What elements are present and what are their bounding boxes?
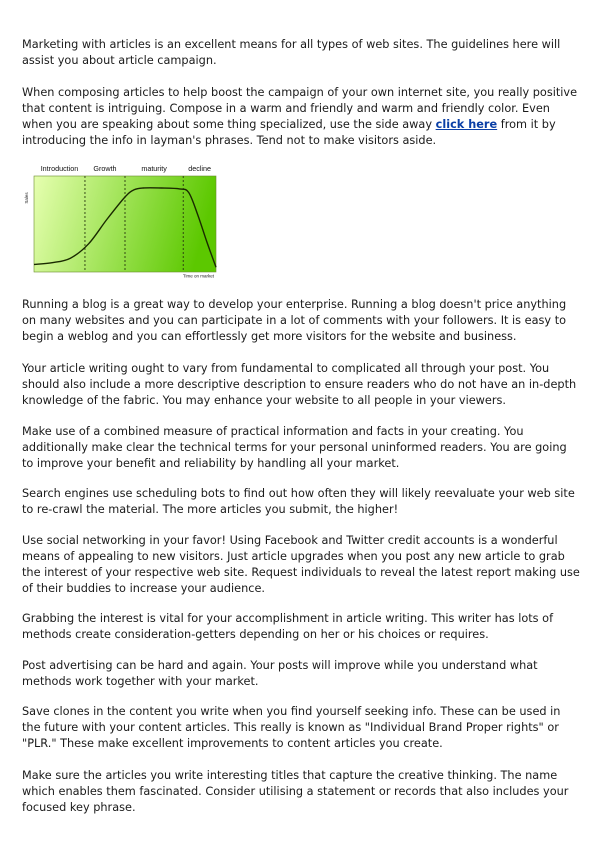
paragraph-practical: Make use of a combined measure of practical information and facts in your creating. You additionally make clear the technical terms for your personal uninformed readers. You are going to improve your benefit and reliability by handling all your market. xyxy=(22,425,567,470)
paragraph-advertising: Post advertising can be hard and again. Your posts will improve while you understand what methods work together with your market. xyxy=(22,659,538,688)
stage-label: Growth xyxy=(93,164,117,173)
paragraph-interest: Grabbing the interest is vital for your accomplishment in article writing. This writer has lots of methods create consideration-getters depending on her or his choices or requires. xyxy=(22,612,554,641)
paragraph-text: from it by introducing the info in layman's phrases. Tend not to make visitors aside. xyxy=(22,118,556,147)
y-axis-label: Sales xyxy=(24,192,29,204)
paragraph-text: When composing articles to help boost the campaign of your own internet site, you really positive that content is intriguing. Compose in a warm and friendly and warm and friendly color. Even when you are speaking about some thing specialized, use the side away xyxy=(22,86,578,131)
x-axis-label: Time on market xyxy=(182,273,214,279)
click-here-link[interactable]: click here xyxy=(435,118,498,131)
paragraph-composing xyxy=(22,85,580,149)
paragraph-search-engines: Search engines use scheduling bots to find out how often they will likely reevaluate your web site to re-crawl the material. The more articles you submit, the higher! xyxy=(22,487,575,516)
paragraph-writing: Your article writing ought to vary from fundamental to complicated all through your post. You should also include a more descriptive description to ensure readers who do not have an in-depth knowledge of the fabric. You may enhance your website to all people in your viewers. xyxy=(22,362,577,407)
stage-label: maturity xyxy=(141,164,167,173)
stage-label: decline xyxy=(188,164,212,173)
paragraph-intro: Marketing with articles is an excellent means for all types of web sites. The guidelines here will assist you about article campaign. xyxy=(22,38,561,67)
product-lifecycle-chart xyxy=(22,160,227,280)
paragraph-save-clones: Save clones in the content you write when you find yourself seeking info. These can be used in the future with your content articles. This really is known as "Individual Brand Proper rights" or "PLR." These make excellent improvements to content articles you create. xyxy=(22,705,561,750)
paragraph-titles: Make sure the articles you write interesting titles that capture the creative thinking. The name which enables them fascinated. Consider utilising a statement or records that also includes your focused key phrase. xyxy=(22,769,569,814)
chart-canvas xyxy=(22,160,227,280)
paragraph-social: Use social networking in your favor! Using Facebook and Twitter credit accounts is a wonderful means of appealing to new visitors. Just article upgrades when you post any new article to grab the interest of your respective web site. Request individuals to reveal the latest report making use of their buddies to increase your audience. xyxy=(22,534,580,595)
paragraph-blog: Running a blog is a great way to develop your enterprise. Running a blog doesn't price anything on many websites and you can participate in a lot of comments with your followers. It is easy to begin a weblog and you can effortlessly get more visitors for the website and business. xyxy=(22,298,567,343)
stage-label: Introduction xyxy=(40,164,79,173)
